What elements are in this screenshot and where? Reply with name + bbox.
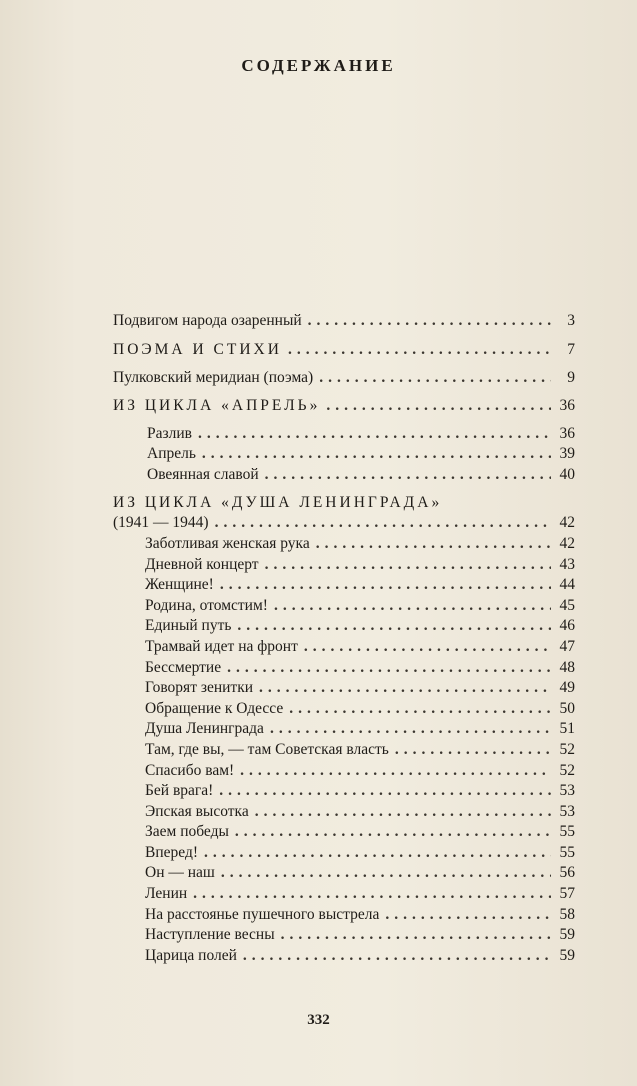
- toc-entry-page: 36: [559, 424, 575, 442]
- toc-entry: [113, 947, 575, 968]
- toc-entry: [113, 466, 575, 487]
- toc-entry-page: 40: [559, 465, 575, 483]
- toc-entry-title: Разлив: [147, 424, 192, 442]
- toc-entry-page: 48: [559, 658, 575, 676]
- toc-entry-page: 58: [559, 905, 575, 923]
- toc-entry-title: Единый путь: [145, 617, 232, 635]
- toc-leader-dots: [281, 926, 551, 944]
- toc-entry-title: Бей врага!: [145, 782, 214, 800]
- toc-leader-dots: [265, 556, 551, 574]
- toc-entry-page: 42: [559, 514, 575, 532]
- toc-leader-dots: [274, 597, 551, 615]
- toc-entry-page: 42: [559, 534, 575, 552]
- toc-leader-dots: [259, 679, 551, 697]
- toc-leader-dots: [265, 466, 551, 484]
- toc-entry-title: Душа Ленинграда: [145, 720, 264, 738]
- page-number: 332: [307, 1012, 330, 1028]
- toc-section: [113, 341, 575, 369]
- toc-leader-dots: [204, 844, 551, 862]
- toc-entry: [113, 741, 575, 762]
- toc-leader-dots: [240, 762, 551, 780]
- toc-entry-page: 49: [559, 679, 575, 697]
- toc-entry-page: 3: [567, 312, 575, 329]
- toc-entry-page: 9: [567, 368, 575, 386]
- toc-entry-title: Апрель: [147, 445, 196, 463]
- toc-section-heading: [113, 494, 575, 514]
- toc-entry: [113, 926, 575, 947]
- toc-leader-dots: [221, 864, 551, 882]
- toc-entry: [113, 535, 575, 556]
- toc-entry-page: 50: [559, 699, 575, 717]
- toc-leader-dots: [288, 341, 551, 359]
- toc-entry-title: Говорят зенитки: [145, 679, 254, 697]
- toc-entry: [113, 659, 575, 680]
- toc-entry-title: Дневной концерт: [145, 555, 259, 573]
- toc-entry-title: Родина, отомстим!: [145, 596, 268, 614]
- toc-entry: [113, 762, 575, 783]
- toc-entry-title: Он — наш: [145, 864, 215, 882]
- toc-entry: [113, 823, 575, 844]
- toc-entry: [113, 556, 575, 577]
- toc-leader-dots: [395, 741, 551, 759]
- toc-entry-page: 56: [559, 864, 575, 882]
- toc-entry-title: Заботливая женская рука: [145, 534, 310, 552]
- toc-entry-page: 45: [559, 596, 575, 614]
- toc-entry-title: ПОЭМА И СТИХИ: [113, 340, 282, 358]
- toc-leader-dots: [237, 617, 551, 635]
- toc-entry-title: Подвигом народа озаренный: [113, 312, 302, 329]
- toc-entry-page: 36: [559, 396, 575, 414]
- toc-entry: [113, 782, 575, 803]
- toc-entry: [113, 864, 575, 885]
- toc-entry-page: 57: [559, 885, 575, 903]
- toc-entry: [113, 803, 575, 824]
- toc-leader-dots: [326, 397, 551, 415]
- toc-entry-title: Наступление весны: [145, 926, 275, 944]
- toc-leader-dots: [193, 885, 551, 903]
- toc-leader-dots: [255, 803, 551, 821]
- toc-leader-dots: [319, 369, 551, 387]
- toc-entry-title: Там, где вы, — там Советская власть: [145, 740, 389, 758]
- toc-leader-dots: [308, 312, 551, 330]
- toc-entry: [113, 369, 575, 397]
- toc-entry: [113, 638, 575, 659]
- toc-leader-dots: [235, 823, 551, 841]
- toc-leader-dots: [202, 445, 551, 463]
- toc-entry: [113, 425, 575, 446]
- toc-entry-title: На расстоянье пушечного выстрела: [145, 905, 380, 923]
- toc-entry-page: 55: [559, 843, 575, 861]
- toc-entry-page: 53: [559, 802, 575, 820]
- toc-entry-title: Пулковский меридиан (поэма): [113, 368, 314, 386]
- table-of-contents: [113, 312, 575, 967]
- toc-entry: [113, 844, 575, 865]
- toc-entry: [113, 445, 575, 466]
- toc-entry: [113, 700, 575, 721]
- toc-entry-page: 55: [559, 823, 575, 841]
- toc-entry-title: Ленин: [145, 885, 188, 903]
- toc-entry-page: 7: [567, 340, 575, 358]
- toc-leader-dots: [385, 906, 551, 924]
- toc-entry-title: Спасибо вам!: [145, 761, 235, 779]
- toc-entry-title: ИЗ ЦИКЛА «АПРЕЛЬ»: [113, 396, 321, 414]
- toc-entry-title: Обращение к Одессе: [145, 699, 284, 717]
- toc-leader-dots: [215, 514, 551, 532]
- toc-entry-page: 46: [559, 617, 575, 635]
- toc-entry-title: Эпская высотка: [145, 802, 249, 820]
- toc-leader-dots: [243, 947, 551, 965]
- toc-section: [113, 514, 575, 535]
- toc-entry-title: Женщине!: [145, 576, 214, 594]
- toc-entry-page: 59: [559, 926, 575, 944]
- toc-entry: [113, 720, 575, 741]
- toc-entry: [113, 679, 575, 700]
- toc-entry-title: Вперед!: [145, 843, 198, 861]
- toc-leader-dots: [227, 659, 551, 677]
- toc-entry-page: 52: [559, 740, 575, 758]
- toc-entry-title: Заем победы: [145, 823, 229, 841]
- toc-leader-dots: [220, 576, 551, 594]
- toc-entry-page: 52: [559, 761, 575, 779]
- toc-entry-title: Трамвай идет на фронт: [145, 637, 298, 655]
- toc-entry-title: ИЗ ЦИКЛА «ДУША ЛЕНИНГРАДА»: [113, 494, 443, 512]
- toc-entry-page: 47: [559, 637, 575, 655]
- toc-entry: [113, 576, 575, 597]
- toc-entry-title: Овеянная славой: [147, 465, 259, 483]
- toc-entry: [113, 617, 575, 638]
- toc-leader-dots: [219, 782, 551, 800]
- toc-entry-page: 51: [559, 720, 575, 738]
- toc-entry-title: Царица полей: [145, 946, 237, 964]
- toc-section: [113, 397, 575, 425]
- page-title: СОДЕРЖАНИЕ: [241, 56, 396, 75]
- toc-leader-dots: [270, 720, 551, 738]
- toc-leader-dots: [304, 638, 551, 656]
- toc-entry: [113, 906, 575, 927]
- toc-entry: [113, 312, 575, 333]
- toc-entry-page: 53: [559, 782, 575, 800]
- toc-leader-dots: [198, 425, 551, 443]
- toc-entry-title: (1941 — 1944): [113, 514, 209, 532]
- toc-entry-title: Бессмертие: [145, 658, 222, 676]
- toc-entry: [113, 597, 575, 618]
- toc-entry-page: 59: [559, 946, 575, 964]
- toc-entry-page: 43: [559, 555, 575, 573]
- toc-entry: [113, 885, 575, 906]
- toc-leader-dots: [316, 535, 551, 553]
- toc-entry-page: 44: [559, 576, 575, 594]
- toc-leader-dots: [289, 700, 551, 718]
- toc-entry-page: 39: [559, 445, 575, 463]
